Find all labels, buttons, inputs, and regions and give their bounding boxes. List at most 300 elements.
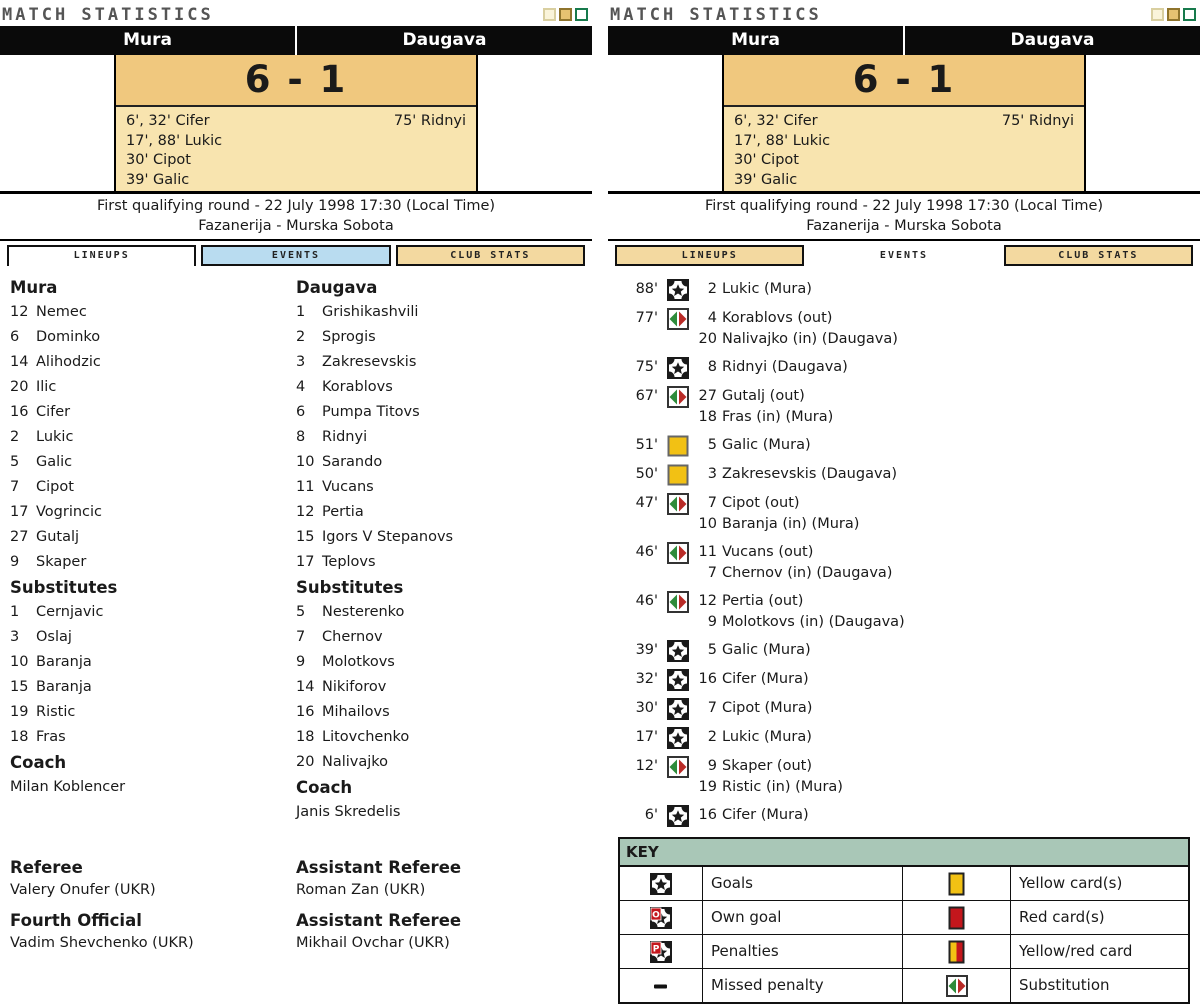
away-scorers	[394, 112, 466, 188]
scorer-line: 30' Cipot	[126, 152, 191, 168]
key-label: Own goal	[702, 901, 902, 934]
player-number: 5	[296, 604, 306, 620]
player-name: Zakresevskis	[322, 354, 417, 370]
player-name: Grishikashvili	[322, 304, 419, 320]
event-minute: 75'	[635, 359, 658, 375]
player-number: 1	[10, 604, 20, 620]
green-square	[575, 8, 588, 21]
player-number: 15	[10, 679, 29, 695]
tab-events[interactable]: EVENTS	[201, 245, 390, 266]
player-number: 18	[296, 729, 315, 745]
substitution-icon	[902, 969, 1010, 1002]
gold-square	[559, 8, 572, 21]
player-number: 11	[296, 479, 315, 495]
player-name: Baranja	[36, 654, 92, 670]
match-info	[608, 194, 1200, 239]
key-row	[620, 867, 1188, 900]
home-scorers	[734, 112, 830, 188]
substitution-icon	[667, 493, 689, 515]
substitution-icon	[667, 542, 689, 564]
home-team-name: Mura	[0, 26, 297, 55]
player-name: Alihodzic	[36, 354, 101, 370]
event-text: Vucans (out)	[722, 544, 814, 560]
player-name: Cifer	[36, 404, 71, 420]
key-row	[620, 900, 1188, 934]
player-number: 17	[296, 554, 315, 570]
player-name: Nikiforov	[322, 679, 387, 695]
player-name: Oslaj	[36, 629, 72, 645]
panel-lineups	[0, 0, 592, 1004]
event-line	[698, 542, 892, 563]
event-minute: 32'	[635, 671, 658, 687]
key-label: Yellow/red card	[1010, 935, 1188, 968]
event-minute: 88'	[635, 281, 658, 297]
event-row	[618, 357, 1200, 379]
player-number: 10	[10, 654, 29, 670]
event-player-number: 12	[698, 593, 717, 609]
player-number: 15	[296, 529, 315, 545]
event-line	[698, 640, 811, 661]
player-name: Ridnyi	[322, 429, 368, 445]
penalty-icon	[620, 935, 702, 968]
event-text: Zakresevskis (Daugava)	[722, 466, 898, 482]
page-title: MATCH STATISTICS	[2, 4, 214, 25]
scorers	[724, 107, 1084, 191]
away-scorers	[1002, 112, 1074, 188]
player-name: Sarando	[322, 454, 383, 470]
official-role: Assistant Referee	[296, 858, 462, 877]
event-player-number: 18	[698, 409, 717, 425]
event-line	[698, 756, 843, 777]
player-number: 12	[296, 504, 315, 520]
player-number: 6	[10, 329, 20, 345]
player-name: Nalivajko	[322, 754, 389, 770]
tab-club-stats[interactable]: CLUB STATS	[1004, 245, 1193, 266]
official-role: Assistant Referee	[296, 911, 462, 930]
round-and-datetime: First qualifying round - 22 July 1998 17:30 (Local Time)	[96, 198, 496, 214]
event-player-number: 4	[707, 310, 717, 326]
scorer-line: 30' Cipot	[734, 152, 799, 168]
event-text: Lukic (Mura)	[722, 281, 812, 297]
away-team-name: Daugava	[402, 30, 487, 50]
event-lines	[698, 640, 811, 662]
goal-icon	[667, 279, 689, 301]
player-number: 9	[10, 554, 20, 570]
official-name: Roman Zan (UKR)	[296, 882, 426, 898]
svg-text:P: P	[652, 944, 660, 954]
player-name: Teplovs	[322, 554, 376, 570]
panel-events	[608, 0, 1200, 1004]
player-row	[10, 475, 296, 500]
event-row	[618, 698, 1200, 720]
tab-bar	[0, 241, 592, 267]
player-number: 3	[296, 354, 306, 370]
coach-name: Milan Koblencer	[10, 779, 126, 795]
event-row	[618, 640, 1200, 662]
tab-lineups[interactable]: LINEUPS	[7, 245, 196, 266]
event-row	[618, 464, 1200, 486]
substitute-row	[296, 700, 582, 725]
event-player-number: 10	[698, 516, 717, 532]
event-text: Molotkovs (in) (Daugava)	[722, 614, 905, 630]
substitute-row	[296, 650, 582, 675]
event-minute: 12'	[635, 758, 658, 774]
event-text: Chernov (in) (Daugava)	[722, 565, 893, 581]
official-name: Valery Onufer (UKR)	[10, 882, 156, 898]
goal-icon	[667, 727, 689, 749]
player-number: 20	[10, 379, 29, 395]
event-lines	[698, 279, 812, 301]
home-team-name: Mura	[608, 26, 905, 55]
event-player-number: 19	[698, 779, 717, 795]
event-player-number: 7	[707, 565, 717, 581]
player-name: Sprogis	[322, 329, 376, 345]
event-row	[618, 493, 1200, 535]
substitute-row	[296, 750, 582, 775]
player-name: Pumpa Titovs	[322, 404, 420, 420]
team-name-heading: Mura	[10, 278, 58, 297]
event-text: Pertia (out)	[722, 593, 804, 609]
player-name: Vogrincic	[36, 504, 103, 520]
player-row	[10, 500, 296, 525]
event-minute: 46'	[635, 544, 658, 560]
event-text: Cifer (Mura)	[722, 671, 809, 687]
event-lines	[698, 727, 812, 749]
event-player-number: 16	[698, 807, 717, 823]
event-minute: 6'	[644, 807, 658, 823]
event-lines	[698, 386, 833, 428]
key-label: Missed penalty	[702, 969, 902, 1002]
event-player-number: 11	[698, 544, 717, 560]
substitute-row	[10, 625, 296, 650]
player-row	[296, 525, 582, 550]
player-name: Cernjavic	[36, 604, 104, 620]
substitution-icon	[667, 386, 689, 408]
scorer-line: 17', 88' Lukic	[734, 132, 831, 149]
missed-penalty-icon	[620, 969, 702, 1002]
player-name: Galic	[36, 454, 73, 470]
scorer-line: 17', 88' Lukic	[126, 132, 223, 149]
event-lines	[698, 493, 859, 535]
scorer-line: 6', 32' Cifer	[734, 113, 818, 129]
event-text: Lukic (Mura)	[722, 729, 812, 745]
substitute-row	[296, 625, 582, 650]
event-text: Skaper (out)	[722, 758, 812, 774]
event-lines	[698, 805, 809, 827]
player-name: Igors V Stepanovs	[322, 529, 454, 545]
event-lines	[698, 591, 905, 633]
substitute-row	[10, 700, 296, 725]
player-row	[296, 550, 582, 575]
event-line	[698, 435, 811, 456]
player-row	[296, 450, 582, 475]
player-row	[10, 425, 296, 450]
event-line	[698, 698, 812, 719]
player-row	[10, 525, 296, 550]
official-name: Vadim Shevchenko (UKR)	[10, 935, 194, 951]
event-player-number: 16	[698, 671, 717, 687]
event-lines	[698, 698, 812, 720]
player-row	[10, 400, 296, 425]
player-row	[296, 350, 582, 375]
event-text: Cifer (Mura)	[722, 807, 809, 823]
event-player-number: 2	[707, 729, 717, 745]
coach-name: Janis Skredelis	[296, 804, 401, 820]
away-lineup-column	[296, 275, 582, 825]
player-row	[10, 300, 296, 325]
events-list	[608, 267, 1200, 827]
event-player-number: 9	[707, 614, 717, 630]
player-name: Litovchenko	[322, 729, 410, 745]
cream-square	[1151, 8, 1164, 21]
player-number: 16	[296, 704, 315, 720]
player-number: 16	[10, 404, 29, 420]
player-row	[10, 350, 296, 375]
event-lines	[698, 669, 809, 691]
event-row	[618, 591, 1200, 633]
tab-lineups[interactable]: LINEUPS	[615, 245, 804, 266]
yellow-card-icon	[667, 435, 689, 457]
event-player-number: 20	[698, 331, 717, 347]
event-line	[698, 329, 898, 350]
officials-section	[0, 855, 592, 961]
player-number: 7	[296, 629, 306, 645]
scorer-line: 75' Ridnyi	[1001, 113, 1074, 129]
player-number: 20	[296, 754, 315, 770]
coach-heading: Coach	[10, 753, 67, 772]
event-line	[698, 805, 809, 826]
score-box	[114, 55, 478, 191]
goal-icon	[667, 805, 689, 827]
officials-column-2	[296, 855, 582, 961]
event-line	[698, 386, 833, 407]
player-name: Gutalj	[36, 529, 80, 545]
yellow-card-icon	[667, 464, 689, 486]
event-row	[618, 308, 1200, 350]
key-row	[620, 968, 1188, 1002]
event-text: Ridnyi (Daugava)	[722, 359, 848, 375]
event-row	[618, 435, 1200, 457]
goal-icon	[620, 867, 702, 900]
event-lines	[698, 542, 892, 584]
event-lines	[698, 756, 843, 798]
player-name: Nemec	[36, 304, 87, 320]
decor-squares	[543, 8, 588, 21]
event-line	[698, 493, 859, 514]
event-line	[698, 308, 898, 329]
key-rows	[620, 867, 1188, 1002]
scorer-line: 6', 32' Cifer	[126, 113, 210, 129]
event-player-number: 5	[707, 437, 717, 453]
event-line	[698, 669, 809, 690]
event-minute: 17'	[635, 729, 658, 745]
official-name: Mikhail Ovchar (UKR)	[296, 935, 450, 951]
event-minute: 46'	[635, 593, 658, 609]
own-goal-icon	[620, 901, 702, 934]
event-line	[698, 612, 905, 633]
scorer-line: 75' Ridnyi	[393, 113, 466, 129]
green-square	[1183, 8, 1196, 21]
key-row	[620, 934, 1188, 968]
titlebar	[608, 0, 1200, 26]
official-role: Fourth Official	[10, 911, 142, 930]
player-name: Baranja	[36, 679, 92, 695]
yellow-card-icon	[902, 867, 1010, 900]
event-text: Baranja (in) (Mura)	[722, 516, 860, 532]
event-lines	[698, 435, 811, 457]
player-row	[10, 450, 296, 475]
event-text: Ristic (in) (Mura)	[722, 779, 843, 795]
event-line	[698, 407, 833, 428]
event-row	[618, 279, 1200, 301]
player-number: 3	[10, 629, 20, 645]
player-number: 8	[296, 429, 306, 445]
event-player-number: 7	[707, 700, 717, 716]
event-minute: 30'	[635, 700, 658, 716]
player-number: 18	[10, 729, 29, 745]
player-number: 1	[296, 304, 306, 320]
player-row	[296, 325, 582, 350]
player-row	[10, 375, 296, 400]
player-name: Fras	[36, 729, 66, 745]
substitute-row	[10, 725, 296, 750]
player-number: 4	[296, 379, 306, 395]
venue: Fazanerija - Murska Sobota	[806, 218, 1002, 234]
cream-square	[543, 8, 556, 21]
event-line	[698, 777, 843, 798]
goal-icon	[667, 669, 689, 691]
event-minute: 67'	[635, 388, 658, 404]
substitute-row	[296, 725, 582, 750]
substitution-icon	[667, 308, 689, 330]
red-card-icon	[902, 901, 1010, 934]
event-minute: 77'	[635, 310, 658, 326]
substitute-row	[296, 675, 582, 700]
tab-club-stats[interactable]: CLUB STATS	[396, 245, 585, 266]
event-line	[698, 279, 812, 300]
event-lines	[698, 308, 898, 350]
player-row	[10, 325, 296, 350]
officials-column-1	[10, 855, 296, 961]
player-name: Chernov	[322, 629, 383, 645]
gold-square	[1167, 8, 1180, 21]
substitute-row	[10, 600, 296, 625]
svg-text:O: O	[652, 910, 660, 920]
player-number: 10	[296, 454, 315, 470]
player-number: 27	[10, 529, 29, 545]
venue: Fazanerija - Murska Sobota	[198, 218, 394, 234]
coach-heading: Coach	[296, 778, 353, 797]
player-name: Molotkovs	[322, 654, 395, 670]
score: 6 - 1	[724, 55, 1084, 107]
key-label: Yellow card(s)	[1010, 867, 1188, 900]
event-row	[618, 727, 1200, 749]
event-minute: 51'	[635, 437, 658, 453]
player-name: Nesterenko	[322, 604, 405, 620]
player-number: 6	[296, 404, 306, 420]
event-text: Korablovs (out)	[722, 310, 833, 326]
tab-bar	[608, 241, 1200, 267]
key-title: KEY	[620, 839, 1188, 867]
event-minute: 47'	[635, 495, 658, 511]
goal-icon	[667, 357, 689, 379]
event-line	[698, 464, 897, 485]
event-line	[698, 563, 892, 584]
key-label: Substitution	[1010, 969, 1188, 1002]
substitutes-heading: Substitutes	[296, 578, 404, 597]
away-team-name: Daugava	[1010, 30, 1095, 50]
player-row	[296, 300, 582, 325]
event-text: Fras (in) (Mura)	[722, 409, 834, 425]
event-row	[618, 805, 1200, 827]
key-label: Goals	[702, 867, 902, 900]
event-row	[618, 669, 1200, 691]
team-bar	[0, 26, 592, 55]
player-number: 17	[10, 504, 29, 520]
player-number: 2	[296, 329, 306, 345]
key-label: Penalties	[702, 935, 902, 968]
event-player-number: 9	[707, 758, 717, 774]
player-number: 14	[296, 679, 315, 695]
player-name: Vucans	[322, 479, 374, 495]
player-name: Skaper	[36, 554, 87, 570]
team-bar	[608, 26, 1200, 55]
player-row	[296, 400, 582, 425]
lineups-section	[0, 267, 592, 825]
player-row	[296, 375, 582, 400]
player-name: Korablovs	[322, 379, 393, 395]
event-text: Cipot (out)	[722, 495, 800, 511]
event-minute: 39'	[635, 642, 658, 658]
player-row	[10, 550, 296, 575]
score: 6 - 1	[116, 55, 476, 107]
player-number: 7	[10, 479, 20, 495]
decor-squares	[1151, 8, 1196, 21]
home-scorers	[126, 112, 222, 188]
player-number: 12	[10, 304, 29, 320]
event-text: Nalivajko (in) (Daugava)	[722, 331, 898, 347]
player-row	[296, 500, 582, 525]
event-row	[618, 542, 1200, 584]
substitute-row	[10, 675, 296, 700]
event-line	[698, 357, 848, 378]
event-player-number: 5	[707, 642, 717, 658]
scorer-line: 39' Galic	[734, 171, 798, 188]
player-name: Lukic	[36, 429, 74, 445]
player-number: 19	[10, 704, 29, 720]
scorers	[116, 107, 476, 191]
key-legend	[618, 837, 1190, 1004]
goal-icon	[667, 698, 689, 720]
event-line	[698, 514, 859, 535]
yellow-red-card-icon	[902, 935, 1010, 968]
event-line	[698, 591, 905, 612]
player-name: Pertia	[322, 504, 364, 520]
player-number: 14	[10, 354, 29, 370]
score-box	[722, 55, 1086, 191]
player-name: Mihailovs	[322, 704, 390, 720]
substitution-icon	[667, 591, 689, 613]
scorer-line: 39' Galic	[126, 171, 190, 188]
event-text: Cipot (Mura)	[722, 700, 813, 716]
player-number: 2	[10, 429, 20, 445]
event-row	[618, 756, 1200, 798]
substitute-row	[10, 650, 296, 675]
official-role: Referee	[10, 858, 83, 877]
player-number: 9	[296, 654, 306, 670]
event-player-number: 27	[698, 388, 717, 404]
tab-events[interactable]: EVENTS	[809, 245, 998, 266]
